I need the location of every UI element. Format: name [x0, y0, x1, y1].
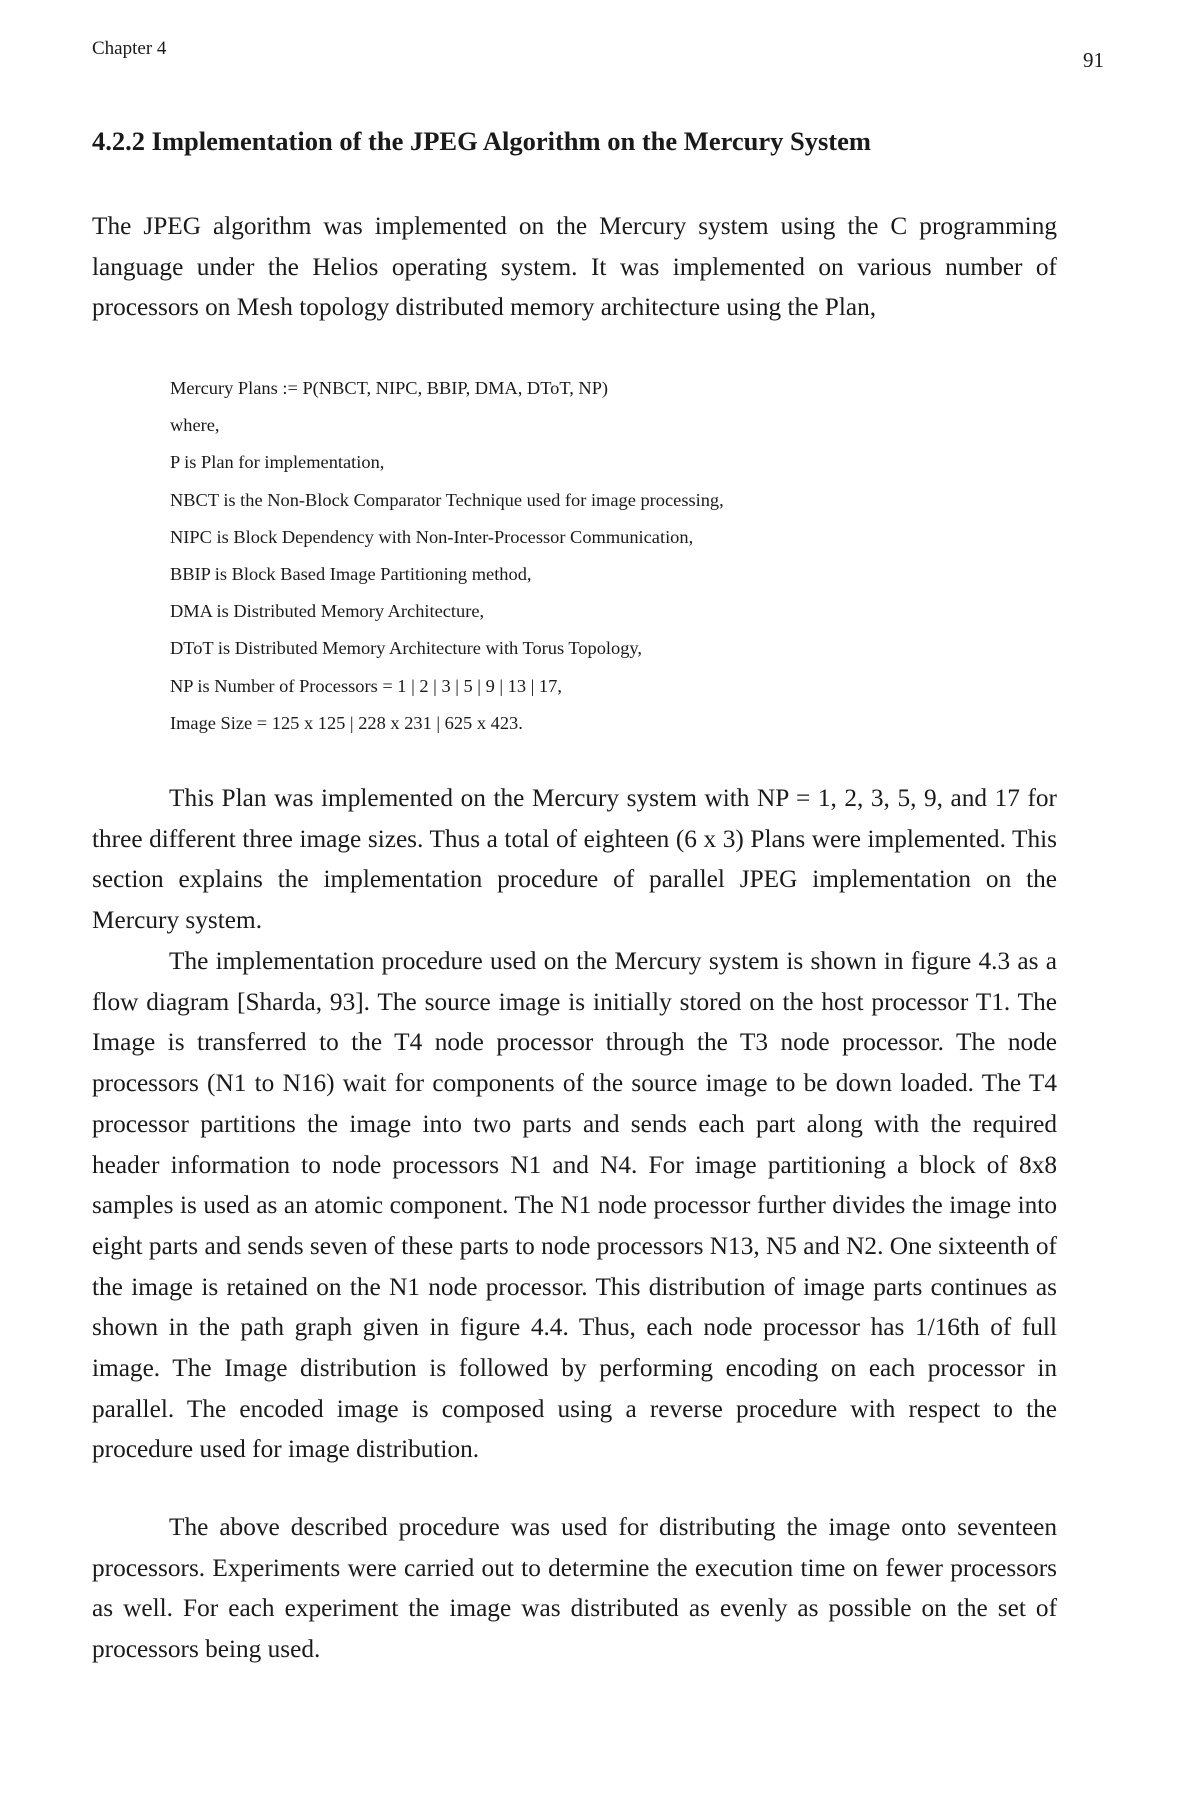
plan-term-bbip: BBIP is Block Based Image Partitioning method, [170, 563, 532, 584]
plan-term-image-size: Image Size = 125 x 125 | 228 x 231 | 625 x 423. [170, 712, 523, 733]
plan-result-paragraph: This Plan was implemented on the Mercury system with NP = 1, 2, 3, 5, 9, and 17 for three different three image sizes. Thus a total of eighteen (6 x 3) Plans were implemented. This section explains the implementation procedure of parallel JPEG implementation on the Mercury system. [92, 784, 1057, 935]
plan-term-p: P is Plan for implementation, [170, 452, 385, 473]
experiments-paragraph: The above described procedure was used for distributing the image onto seventeen processors. Experiments were carried out to determine the execution time on fewer processors as well. For each experiment the image was distributed as evenly as possible on the set of processors being used. [92, 1513, 1057, 1664]
page-number: 91 [1083, 48, 1104, 72]
plan-term-nbct: NBCT is the Non-Block Comparator Technique used for image processing, [170, 489, 724, 510]
plan-term-nipc: NIPC is Block Dependency with Non-Inter-Processor Communication, [170, 526, 694, 547]
plan-term-dma: DMA is Distributed Memory Architecture, [170, 601, 485, 622]
running-head: Chapter 4 [92, 38, 167, 59]
plan-where: where, [170, 415, 220, 436]
procedure-paragraph: The implementation procedure used on the Mercury system is shown in figure 4.3 as a flow diagram [Sharda, 93]. The source image is initially stored on the host processor T1. The Image is transferred to the T4 node processor through the T3 node processor. The node processors (N1 to N16) wait for components of the source image to be down loaded. The T4 processor partitions the image into two parts and sends each part along with the required header information to node processors N1 and N4. For image partitioning a block of 8x8 samples is used as an atomic component. The N1 node processor further divides the image into eight parts and sends seven of these parts to node processors N13, N5 and N2. One sixteenth of the image is retained on the N1 node processor. This distribution of image parts continues as shown in the path graph given in figure 4.4. Thus, each node processor has 1/16th of full image. The Image distribution is followed by performing encoding on each processor in parallel. The encoded image is composed using a reverse procedure with respect to the procedure used for image distribution. [92, 947, 1057, 1464]
plan-term-dtot: DToT is Distributed Memory Architecture with Torus Topology, [170, 638, 643, 659]
section-heading: 4.2.2 Implementation of the JPEG Algorithm on the Mercury System [92, 126, 871, 156]
plan-formula: Mercury Plans := P(NBCT, NIPC, BBIP, DMA, DToT, NP) [170, 378, 609, 398]
intro-paragraph: The JPEG algorithm was implemented on the Mercury system using the C programming language under the Helios operating system. It was implemented on various number of processors on Mesh topology distributed memory architecture using the Plan, [92, 212, 1057, 322]
plan-term-np: NP is Number of Processors = 1 | 2 | 3 | 5 | 9 | 13 | 17, [170, 675, 562, 696]
plan-definition-list [170, 370, 1050, 742]
